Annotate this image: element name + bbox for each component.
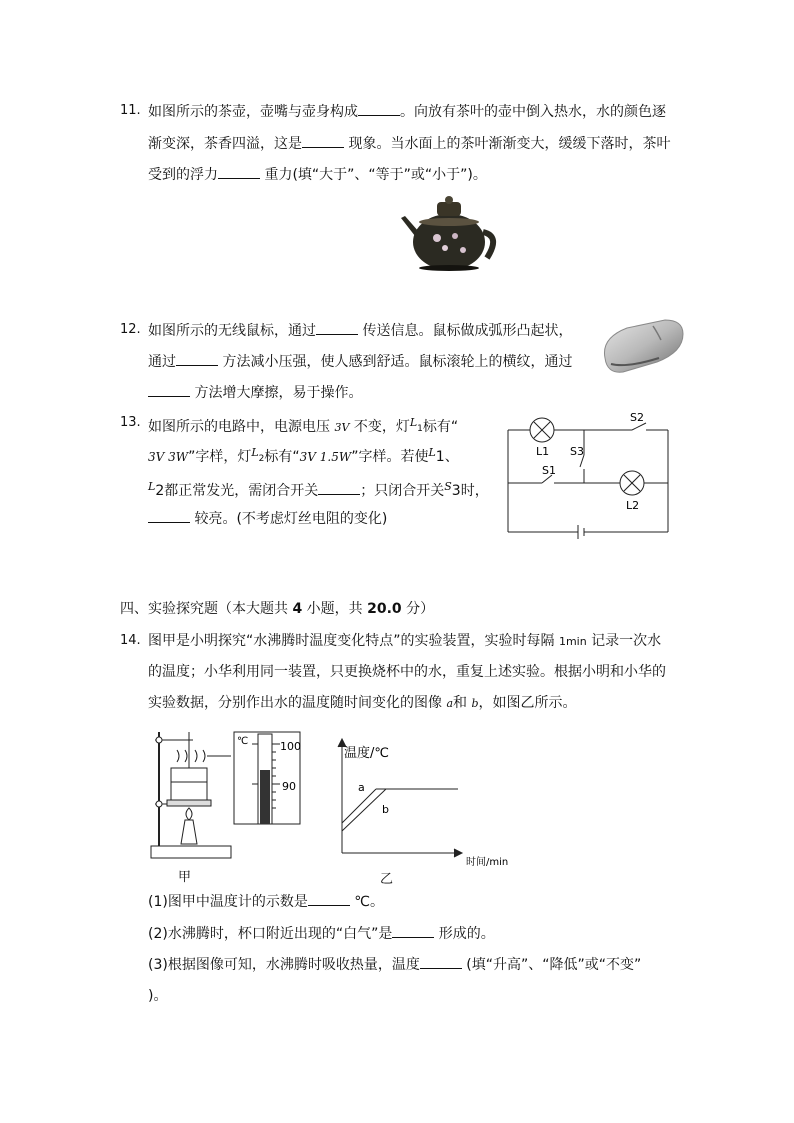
temperature-time-graph	[330, 735, 520, 870]
q11-number: 11.	[120, 103, 141, 118]
q12-blank2[interactable]	[176, 351, 218, 366]
q11-line1: 如图所示的茶壶，壶嘴与壶身构成 。向放有茶叶的壶中倒入热水，水的颜色逐	[148, 101, 666, 122]
label-l2: L2	[626, 499, 640, 512]
fig-jia-label: 甲	[178, 870, 192, 885]
apparatus-figure	[145, 728, 235, 866]
q14-line3: 实验数据，分别作出水的温度随时间变化的图像 a和 b，如图乙所示。	[148, 695, 577, 711]
fig-yi-label: 乙	[380, 872, 394, 887]
label-s3: S3	[570, 445, 584, 458]
section4-title: 四、实验探究题（本大题共 4 小题，共 20.0 分）	[120, 601, 435, 617]
graph-curve-b-label: b	[382, 803, 389, 816]
q12-line3: 方法增大摩擦，易于操作。	[148, 382, 362, 403]
q13-line1: 如图所示的电路中，电源电压 3V 不变，灯$^L$1标有“	[148, 416, 459, 435]
q12-line1: 如图所示的无线鼠标，通过 传送信息。鼠标做成弧形凸起状，	[148, 320, 572, 341]
q13-number: 13.	[120, 415, 141, 430]
q14-number: 14.	[120, 633, 141, 648]
q12-blank3[interactable]	[148, 382, 190, 397]
q11-line2: 渐变深，茶香四溢，这是 现象。当水面上的茶叶渐渐变大，缓缓下落时，茶叶	[148, 133, 670, 154]
q11-blank3[interactable]	[218, 164, 260, 179]
lamp-l1-icon	[530, 418, 554, 442]
lamp-l2-icon	[620, 471, 644, 495]
label-l1: L1	[536, 445, 550, 458]
label-s2: S2	[630, 411, 644, 424]
q13-line3: $^L$2都正常发光，需闭合开关 ；只闭合开关$^S$3时，	[148, 480, 489, 499]
q11-blank2[interactable]	[302, 133, 344, 148]
q14-sub3-end: )。	[148, 988, 168, 1004]
thermometer-figure	[232, 730, 302, 826]
q14-line1: 图甲是小明探究“水沸腾时温度变化特点”的实验装置，实验时每隔 1min 记录一次水	[148, 633, 662, 649]
label-s1: S1	[542, 464, 556, 477]
graph-y-label: 温度/℃	[344, 746, 389, 761]
q14-sub1: (1)图甲中温度计的示数是 ℃。	[148, 891, 384, 912]
q13-blank1[interactable]	[318, 480, 360, 495]
thermometer-unit: ℃	[237, 736, 249, 747]
graph-curve-a-label: a	[358, 781, 365, 794]
q11-line3: 受到的浮力 重力(填“大于”、“等于”或“小于”)。	[148, 164, 487, 185]
q12-blank1[interactable]	[316, 320, 358, 335]
q13-blank2[interactable]	[148, 508, 190, 523]
q14-blank1[interactable]	[308, 891, 350, 906]
thermometer-label-90: 90	[282, 780, 296, 793]
circuit-diagram	[500, 405, 680, 540]
q14-line2: 的温度；小华利用同一装置，只更换烧杯中的水，重复上述实验。根据小明和小华的	[148, 664, 666, 680]
q11-blank1[interactable]	[358, 101, 400, 116]
q12-number: 12.	[120, 322, 141, 337]
q13-line2: 3V 3W”字样，灯$^L$2标有“3V 1.5W”字样。若使$^L$1、	[148, 446, 459, 465]
q14-blank2[interactable]	[392, 923, 434, 938]
q14-blank3[interactable]	[420, 954, 462, 969]
q13-line4: 较亮。(不考虑灯丝电阻的变化)	[148, 508, 387, 529]
graph-x-label: 时间/min	[466, 857, 509, 868]
thermometer-label-100: 100	[280, 740, 301, 753]
q14-sub2: (2)水沸腾时，杯口附近出现的“白气”是 形成的。	[148, 923, 495, 944]
mouse-photo	[597, 318, 687, 376]
teapot-photo	[397, 192, 502, 274]
q12-line2: 通过 方法减小压强，使人感到舒适。鼠标滚轮上的横纹，通过	[148, 351, 572, 372]
q14-sub3: (3)根据图像可知，水沸腾时吸收热量，温度 (填“升高”、“降低”或“不变”	[148, 954, 641, 975]
